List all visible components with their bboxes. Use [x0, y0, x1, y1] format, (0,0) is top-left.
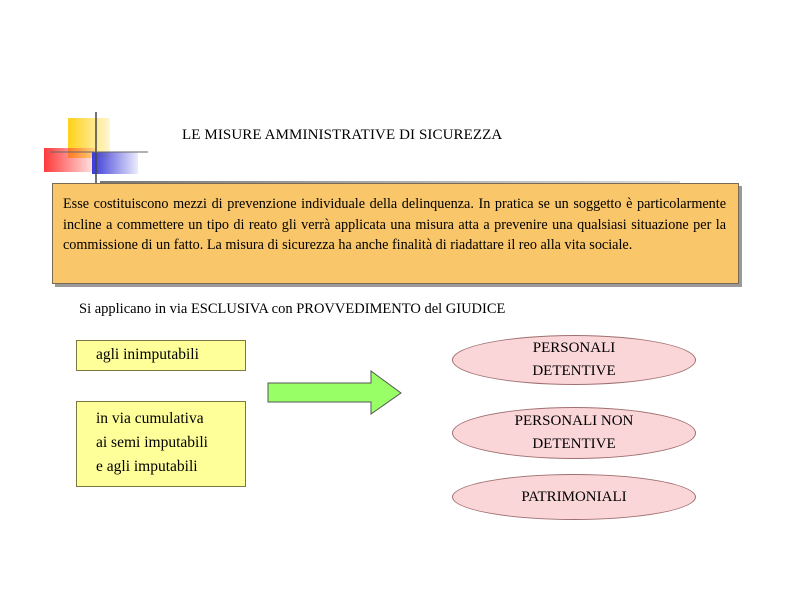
right-arrow-icon [267, 370, 403, 416]
measure-personal-detentive [452, 335, 696, 385]
subject-line: in via cumulativa [96, 410, 204, 427]
measure-patrimonial [452, 474, 696, 520]
measure-personal-non-detentive [452, 407, 696, 459]
measure-label-line: PERSONALI [532, 340, 616, 356]
measure-label-line: PERSONALI NON [514, 413, 634, 429]
subject-box-cumulative [76, 401, 246, 487]
slide-title: LE MISURE AMMINISTRATIVE DI SICUREZZA [182, 127, 503, 143]
subject-line: ai semi imputabili [96, 434, 208, 451]
subject-line: e agli imputabili [96, 458, 198, 475]
decorative-corner-graphic [40, 108, 150, 188]
measure-label-line: PATRIMONIALI [521, 488, 627, 505]
intro-text-box: Esse costituiscono mezzi di prevenzione individuale della delinquenza. In pratica se un soggetto è particolarmente incline a commettere un tipo di reato gli verrà applicata una misura atta a prevenire una qualsiasi situazione per la commissione di un fatto. La misura di sicurezza ha anche finalità di riadattare il reo alla vita sociale. [52, 183, 739, 284]
applies-text: Si applicano in via ESCLUSIVA con PROVVEDIMENTO del GIUDICE [79, 301, 506, 317]
measure-label-line: DETENTIVE [532, 436, 616, 452]
measure-label-line: DETENTIVE [532, 363, 616, 379]
subject-box-inimputabili [76, 340, 246, 371]
subject-label: agli inimputabili [96, 346, 199, 363]
